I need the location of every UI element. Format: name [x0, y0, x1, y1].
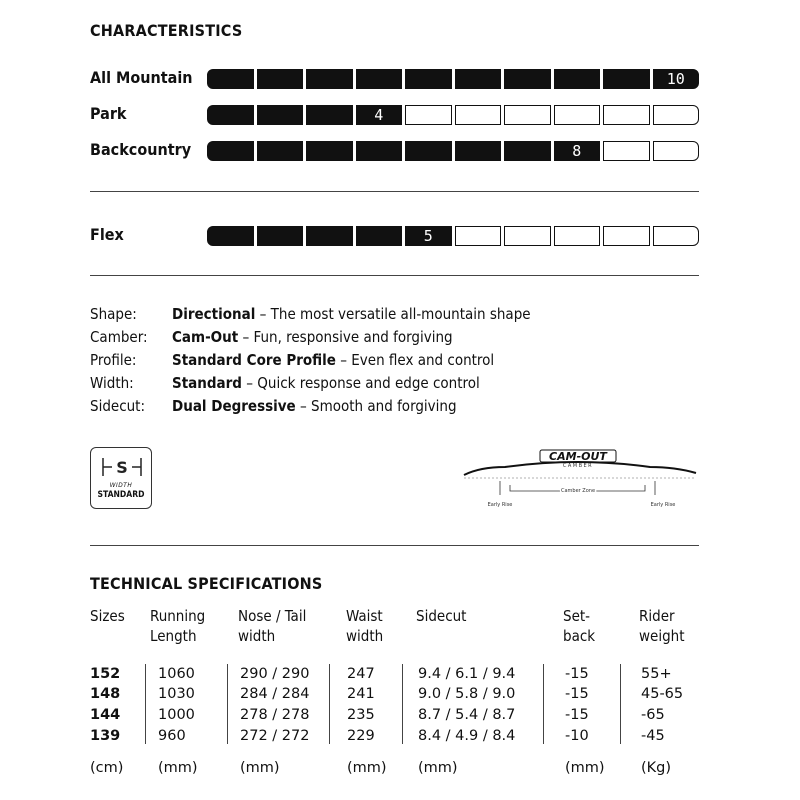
rating-segment [455, 69, 502, 89]
column-separator [227, 664, 228, 744]
rating-segment [455, 105, 502, 125]
svg-text:S: S [116, 458, 128, 477]
table-cell: 278 / 278 [240, 707, 310, 723]
rating-segment [554, 105, 601, 125]
column-separator [145, 664, 146, 744]
unit-label: (cm) [90, 760, 124, 776]
spec-row-shape [90, 305, 531, 323]
rating-segment [653, 226, 700, 246]
spec-value: Standard Core Profile [172, 351, 336, 369]
rating-segment [257, 105, 304, 125]
camber-diagram [460, 445, 700, 515]
rating-segment [653, 141, 700, 161]
divider [90, 545, 699, 546]
rating-segment [356, 226, 403, 246]
rating-segment [653, 105, 700, 125]
table-cell: -45 [641, 728, 665, 744]
rating-segment [405, 105, 452, 125]
divider [90, 191, 699, 192]
column-separator [620, 664, 621, 744]
rating-segment [455, 141, 502, 161]
spec-row-camber [90, 328, 453, 346]
table-cell: 148 [90, 686, 121, 702]
column-separator [543, 664, 544, 744]
rating-label-all-mountain: All Mountain [90, 68, 193, 87]
table-cell: -15 [565, 707, 589, 723]
rating-segment [356, 141, 403, 161]
rating-segment [504, 105, 551, 125]
table-cell: -15 [565, 686, 589, 702]
rating-segment [207, 69, 254, 89]
table-cell: 45-65 [641, 686, 684, 702]
table-cell: 290 / 290 [240, 666, 310, 682]
rating-segment [455, 226, 502, 246]
header-running-length: Running Length [150, 607, 206, 645]
rating-segment [207, 141, 254, 161]
spec-row-sidecut [90, 397, 457, 415]
rating-segment [257, 141, 304, 161]
spec-key: Sidecut: [90, 397, 146, 415]
spec-value: Dual Degressive [172, 397, 296, 415]
rating-segment: 8 [554, 141, 601, 161]
header-rider-weight: Rider weight [639, 607, 685, 645]
unit-label: (mm) [158, 760, 198, 776]
rating-segment [405, 69, 452, 89]
table-cell: 1000 [158, 707, 195, 723]
spec-value: Cam-Out [172, 328, 239, 346]
rating-segment [306, 105, 353, 125]
width-badge [90, 447, 152, 509]
camber-zone-label: Camber Zone [560, 488, 596, 494]
header-sizes: Sizes [90, 607, 125, 625]
spec-row-profile [90, 351, 494, 369]
table-cell: 1030 [158, 686, 195, 702]
unit-label: (mm) [347, 760, 387, 776]
rating-segment [603, 226, 650, 246]
rating-label-park: Park [90, 104, 127, 123]
spec-value: Standard [172, 374, 242, 392]
table-cell: -15 [565, 666, 589, 682]
rating-segment [603, 105, 650, 125]
table-cell: 8.7 / 5.4 / 8.7 [418, 707, 516, 723]
divider [90, 275, 699, 276]
column-separator [402, 664, 403, 744]
table-cell: -10 [565, 728, 589, 744]
table-cell: 9.4 / 6.1 / 9.4 [418, 666, 516, 682]
rating-segment [504, 141, 551, 161]
rating-segment [554, 226, 601, 246]
unit-label: (mm) [240, 760, 280, 776]
technical-heading: TECHNICAL SPECIFICATIONS [90, 574, 323, 593]
spec-desc: – Quick response and edge control [241, 374, 480, 392]
rating-segment [603, 141, 650, 161]
rating-bar-backcountry [207, 141, 699, 161]
table-cell: 8.4 / 4.9 / 8.4 [418, 728, 516, 744]
rating-segment: 10 [653, 69, 700, 89]
spec-key: Profile: [90, 351, 137, 369]
badge-standard-label: STANDARD [97, 490, 145, 500]
spec-desc: – The most versatile all-mountain shape [255, 305, 531, 323]
spec-key: Camber: [90, 328, 148, 346]
unit-label: (mm) [565, 760, 605, 776]
rating-bar-park [207, 105, 699, 125]
spec-desc: – Even flex and control [335, 351, 495, 369]
rating-segment [306, 141, 353, 161]
table-cell: 1060 [158, 666, 195, 682]
rating-segment [603, 69, 650, 89]
spec-row-width [90, 374, 480, 392]
table-cell: 139 [90, 728, 121, 744]
unit-label: (mm) [418, 760, 458, 776]
header-sidecut: Sidecut [416, 607, 467, 625]
rating-segment [207, 105, 254, 125]
table-cell: 235 [347, 707, 375, 723]
rating-segment [356, 69, 403, 89]
table-cell: -65 [641, 707, 665, 723]
rating-segment [554, 69, 601, 89]
characteristics-heading: CHARACTERISTICS [90, 21, 243, 40]
badge-width-label: WIDTH [109, 481, 133, 489]
table-cell: 144 [90, 707, 121, 723]
cam-out-logo: CAM-OUT [549, 450, 607, 463]
rating-segment [405, 141, 452, 161]
unit-label: (Kg) [641, 760, 672, 776]
width-standard-icon [101, 456, 143, 478]
rating-segment [504, 226, 551, 246]
spec-desc: – Smooth and forgiving [295, 397, 457, 415]
column-separator [329, 664, 330, 744]
rating-segment [306, 69, 353, 89]
spec-desc: – Fun, responsive and forgiving [238, 328, 453, 346]
rating-label-backcountry: Backcountry [90, 140, 192, 159]
header-waist-width: Waist width [346, 607, 384, 645]
rating-segment [257, 69, 304, 89]
table-cell: 272 / 272 [240, 728, 310, 744]
table-cell: 55+ [641, 666, 672, 682]
rating-segment [306, 226, 353, 246]
header-nose-tail-width: Nose / Tail width [238, 607, 307, 645]
table-cell: 241 [347, 686, 375, 702]
rating-segment [504, 69, 551, 89]
table-cell: 152 [90, 666, 121, 682]
table-cell: 284 / 284 [240, 686, 310, 702]
table-cell: 960 [158, 728, 186, 744]
header-setback: Set- back [563, 607, 596, 645]
spec-key: Shape: [90, 305, 137, 323]
early-rise-right-label: Early Rise [650, 502, 676, 508]
spec-value: Directional [172, 305, 256, 323]
rating-segment [207, 226, 254, 246]
spec-key: Width: [90, 374, 134, 392]
early-rise-left-label: Early Rise [487, 502, 513, 508]
rating-bar-all-mountain [207, 69, 699, 89]
table-cell: 229 [347, 728, 375, 744]
rating-bar-flex [207, 226, 699, 246]
rating-segment [257, 226, 304, 246]
table-cell: 9.0 / 5.8 / 9.0 [418, 686, 516, 702]
rating-segment: 4 [356, 105, 403, 125]
rating-segment: 5 [405, 226, 452, 246]
camber-sublabel: CAMBER [562, 463, 594, 469]
rating-label-flex: Flex [90, 225, 124, 244]
table-cell: 247 [347, 666, 375, 682]
